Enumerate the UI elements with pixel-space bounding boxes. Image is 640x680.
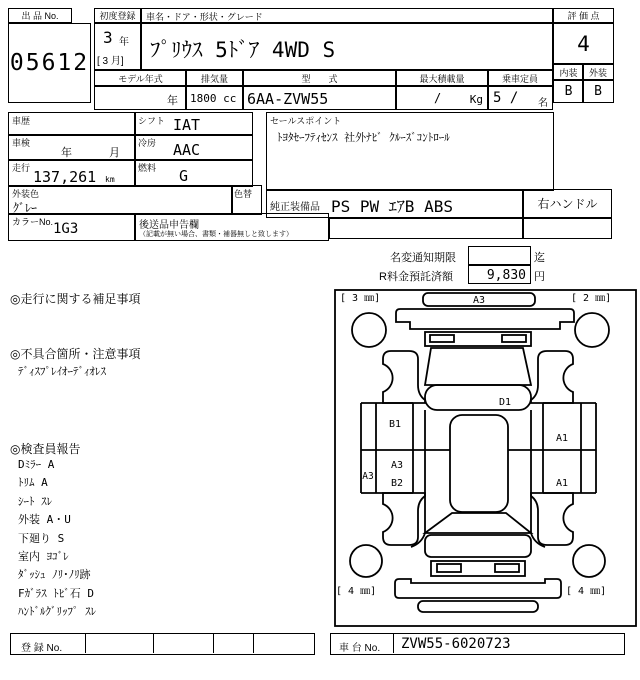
car-name-header: 車名・ドア・形状・グレード [141, 8, 553, 23]
score-label: 評 価 点 [567, 11, 600, 21]
tire-tread-rear-right: [ 4 ㎜] [566, 586, 607, 597]
sales-point-value: ﾄﾖﾀｾｰﾌﾃｨｾﾝｽ 社外ﾅﾋﾞ ｸﾙｰｽﾞｺﾝﾄﾛｰﾙ [277, 131, 450, 144]
color-no-cell: カラーNo. 1G3 [8, 213, 136, 241]
front-right-fender [531, 351, 573, 403]
car-name-box [141, 23, 553, 70]
inspector-item: ﾀﾞｯｼｭ ﾉﾘ･ﾉﾘ跡 [18, 568, 91, 582]
empty-cell-under-equipment [329, 218, 523, 239]
score-box [553, 23, 614, 64]
max-load-label: 最大積載量 [419, 74, 465, 84]
model-code-label: 型 式 [301, 74, 338, 84]
inspector-item: Fｶﾞﾗｽ ﾄﾋﾞ石 D [18, 586, 94, 600]
first-reg-month: [ 3 月] [97, 56, 124, 67]
mileage-cell: 走行 137,261 km [8, 159, 136, 187]
exterior-color-cell: 外装色 ｸﾞﾚｰ [8, 185, 233, 215]
model-year-cell: 年 [94, 85, 187, 110]
trunk [425, 535, 531, 557]
inspector-item: ﾄﾘﾑ A [18, 476, 48, 490]
exterior-label: 外装 [588, 67, 607, 78]
interior-label: 内装 [559, 67, 578, 78]
color-change-cell: 色替 [231, 185, 262, 215]
registration-no-box [10, 633, 315, 655]
rear-bumper-lower [418, 601, 538, 612]
tire-rear-right [573, 545, 605, 577]
sales-point-box: セールスポイント ﾄﾖﾀｾｰﾌﾃｨｾﾝｽ 社外ﾅﾋﾞ ｸﾙｰｽﾞｺﾝﾄﾛｰﾙ [266, 112, 554, 191]
history-cell: 車歴 [8, 112, 136, 136]
score-value: 4 [577, 31, 590, 56]
rear-window [425, 513, 531, 533]
inspector-item: 外装 A・U [18, 513, 71, 527]
mileage-note-title: ◎走行に関する補足事項 [10, 292, 141, 306]
mark-left-sill: A3 [362, 471, 374, 482]
chassis-no-label: 車 台 No. [339, 643, 381, 654]
equipment-value: PS PW ｴｱB ABS [331, 197, 453, 216]
car-name-value: ﾌﾟﾘｳｽ 5ﾄﾞｱ 4WD S [150, 38, 336, 62]
tire-front-left [352, 313, 386, 347]
steering-cell [523, 189, 612, 218]
inspector-item: 室内 ﾖｺﾞﾚ [18, 550, 69, 564]
hood [425, 348, 531, 385]
windshield [425, 385, 531, 410]
taillight-right [495, 564, 519, 572]
model-code-cell: 6AA-ZVW55 [242, 85, 397, 110]
name-change-suffix: 迄 [534, 252, 545, 264]
headlight-left [430, 335, 454, 342]
tire-rear-left [350, 545, 382, 577]
steering-value: 右ハンドル [537, 197, 598, 211]
inspector-item: 下廻り S [18, 531, 65, 545]
fuel-cell: 燃料 G [134, 159, 253, 187]
recycle-fee-box [468, 265, 531, 284]
tire-tread-rear-left: [ 4 ㎜] [336, 586, 377, 597]
inspector-report-list [18, 456, 96, 622]
inspector-title: ◎検査員報告 [10, 442, 81, 456]
mark-windshield: D1 [498, 397, 512, 408]
tire-tread-front-left: [ 3 ㎜] [340, 293, 381, 304]
recycle-fee-label: R料金預託済額 [379, 271, 453, 283]
mark-right-front-door: A1 [555, 433, 569, 444]
front-left-fender [383, 351, 425, 403]
registration-no-label: 登 録 No. [21, 643, 63, 654]
capacity-cell: 5 / 名 [487, 85, 553, 110]
shift-cell: シフト IAT [134, 112, 253, 136]
exterior-grade: B [594, 84, 602, 99]
interior-grade: B [564, 84, 573, 99]
defect-title: ◎不具合箇所・注意事項 [10, 347, 141, 361]
name-change-label: 名変通知期限 [390, 252, 456, 264]
first-reg-year: 3 [103, 28, 113, 47]
later-items-cell: 後送品申告欄 （記載が無い場合、書類・補器無しと致します） [134, 213, 329, 241]
chassis-no-value: ZVW55-6020723 [401, 636, 511, 652]
damage-diagram [333, 288, 638, 628]
lot-no-box [8, 23, 91, 103]
rear-bumper [395, 579, 561, 598]
tire-tread-front-right: [ 2 ㎜] [571, 293, 612, 304]
recycle-fee-unit: 円 [534, 271, 545, 283]
lot-no-value: 05612 [9, 50, 90, 76]
capacity-label: 乗車定員 [501, 74, 538, 84]
mark-front-bumper: A3 [472, 295, 486, 306]
mark-left-rear-door-b: B2 [390, 478, 404, 489]
defect-item: ﾃﾞｨｽﾌﾟﾚｲｵｰﾃﾞｨｵﾚｽ [18, 365, 106, 378]
inspector-item: Dﾐﾗｰ A [18, 458, 55, 471]
recycle-fee-value: 9,830 [486, 268, 526, 283]
mark-right-rear-door: A1 [555, 478, 569, 489]
inspection-cell: 車検 年 月 [8, 134, 136, 161]
mark-left-front-door: B1 [388, 419, 402, 430]
max-load-cell: / Kg [395, 85, 489, 110]
mark-left-rear-door-a: A3 [390, 460, 404, 471]
lot-no-label: 出 品 No. [21, 11, 59, 21]
displacement-cell: 1800 cc [185, 85, 244, 110]
ac-cell: 冷房 AAC [134, 134, 253, 161]
empty-cell-under-steering [523, 218, 612, 239]
displacement-label: 排気量 [200, 74, 228, 84]
tire-front-right [575, 313, 609, 347]
chassis-no-box [330, 633, 625, 655]
lot-no-header [8, 8, 72, 23]
front-bumper [396, 309, 574, 329]
taillight-left [437, 564, 461, 572]
rear-left-fender [383, 493, 425, 545]
inspector-item: ｼｰﾄ ｽﾚ [18, 494, 53, 508]
later-items-note: （記載が無い場合、書類・補器無しと致します） [139, 231, 293, 238]
inspector-item: ﾊﾝﾄﾞﾙｸﾞﾘｯﾌﾟ ｽﾚ [18, 605, 97, 619]
mileage-unit: km [105, 175, 115, 184]
rear-right-fender [531, 493, 573, 545]
first-registration-box [94, 23, 141, 70]
first-registration-header: 初度登録 [94, 8, 141, 23]
first-reg-year-suffix: 年 [119, 37, 129, 48]
equipment-cell: 純正装備品 PS PW ｴｱB ABS [266, 189, 523, 218]
name-change-box [468, 246, 531, 265]
headlight-right [502, 335, 526, 342]
roof [450, 415, 508, 512]
model-year-label: モデル年式 [118, 74, 163, 84]
